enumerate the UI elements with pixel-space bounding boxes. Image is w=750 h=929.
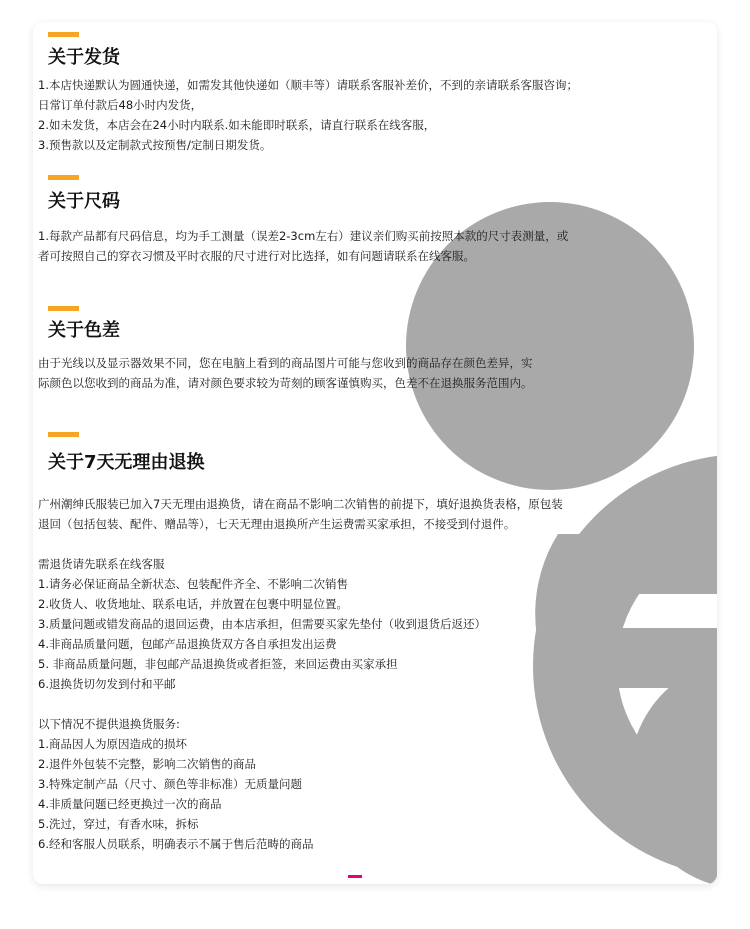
paragraph-line: 2.如未发货，本店会在24小时内联系.如未能即时联系，请直行联系在线客服， [38,118,436,132]
section-accent-bar [48,32,79,37]
exclusion-item: 4.非质量问题已经更换过一次的商品 [38,797,222,811]
section-title: 关于色差 [48,320,120,341]
section-accent-bar [48,432,79,437]
procedure-item: 5. 非商品质量问题，非包邮产品退换货或者拒签，来回运费由买家承担 [38,657,398,671]
paragraph-line: 广州潮绅氏服装已加入7天无理由退换货，请在商品不影响二次销售的前提下，填好退换货表格，原包装 [38,497,563,511]
exclusion-item: 1.商品因人为原因造成的损坏 [38,737,187,751]
paragraph-line: 1.每款产品都有尺码信息，均为手工测量（误差2-3cm左右）建议亲们购买前按照本款的尺寸表测量，或 [38,229,569,243]
paragraph-line: 3.预售款以及定制款式按预售/定制日期发货。 [38,138,272,152]
paragraph-line: 者可按照自己的穿衣习惯及平时衣服的尺寸进行对比选择，如有问题请联系在线客服。 [38,249,475,263]
section-title: 关于发货 [48,47,120,68]
procedure-heading: 需退货请先联系在线客服 [38,557,165,571]
bottom-accent-marker [348,875,362,878]
paragraph-line: 1.本店快递默认为圆通快递，如需发其他快递如（顺丰等）请联系客服补差价，不到的亲请联系客服咨询； [38,78,578,92]
paragraph-line: 由于光线以及显示器效果不同，您在电脑上看到的商品图片可能与您收到的商品存在颜色差异，实 [38,356,533,370]
section-accent-bar [48,306,79,311]
section-accent-bar [48,175,79,180]
procedure-item: 6.退换货切勿发到付和平邮 [38,677,176,691]
exclusions-heading: 以下情况不提供退换货服务: [38,717,180,731]
procedure-item: 3.质量问题或错发商品的退回运费，由本店承担，但需要买家先垫付（收到退货后返还） [38,617,486,631]
paragraph-line: 退回（包括包装、配件、赠品等），七天无理由退换所产生运费需买家承担，不接受到付退件。 [38,517,516,531]
section-title: 关于7天无理由退换 [48,452,205,473]
paragraph-line: 际颜色以您收到的商品为准，请对颜色要求较为苛刻的顾客谨慎购买，色差不在退换服务范围内。 [38,376,533,390]
paragraph-line: 日常订单付款后48小时内发货， [38,98,203,112]
exclusion-item: 6.经和客服人员联系，明确表示不属于售后范畴的商品 [38,837,314,851]
exclusion-item: 2.退件外包装不完整，影响二次销售的商品 [38,757,256,771]
procedure-item: 1.请务必保证商品全新状态、包装配件齐全、不影响二次销售 [38,577,348,591]
section-title: 关于尺码 [48,191,120,212]
exclusion-item: 5.洗过，穿过，有香水味，拆标 [38,817,199,831]
procedure-item: 4.非商品质量问题，包邮产品退换货双方各自承担发出运费 [38,637,337,651]
procedure-item: 2.收货人、收货地址、联系电话，并放置在包裹中明显位置。 [38,597,348,611]
exclusion-item: 3.特殊定制产品（尺寸、颜色等非标准）无质量问题 [38,777,302,791]
policy-card [33,22,717,884]
